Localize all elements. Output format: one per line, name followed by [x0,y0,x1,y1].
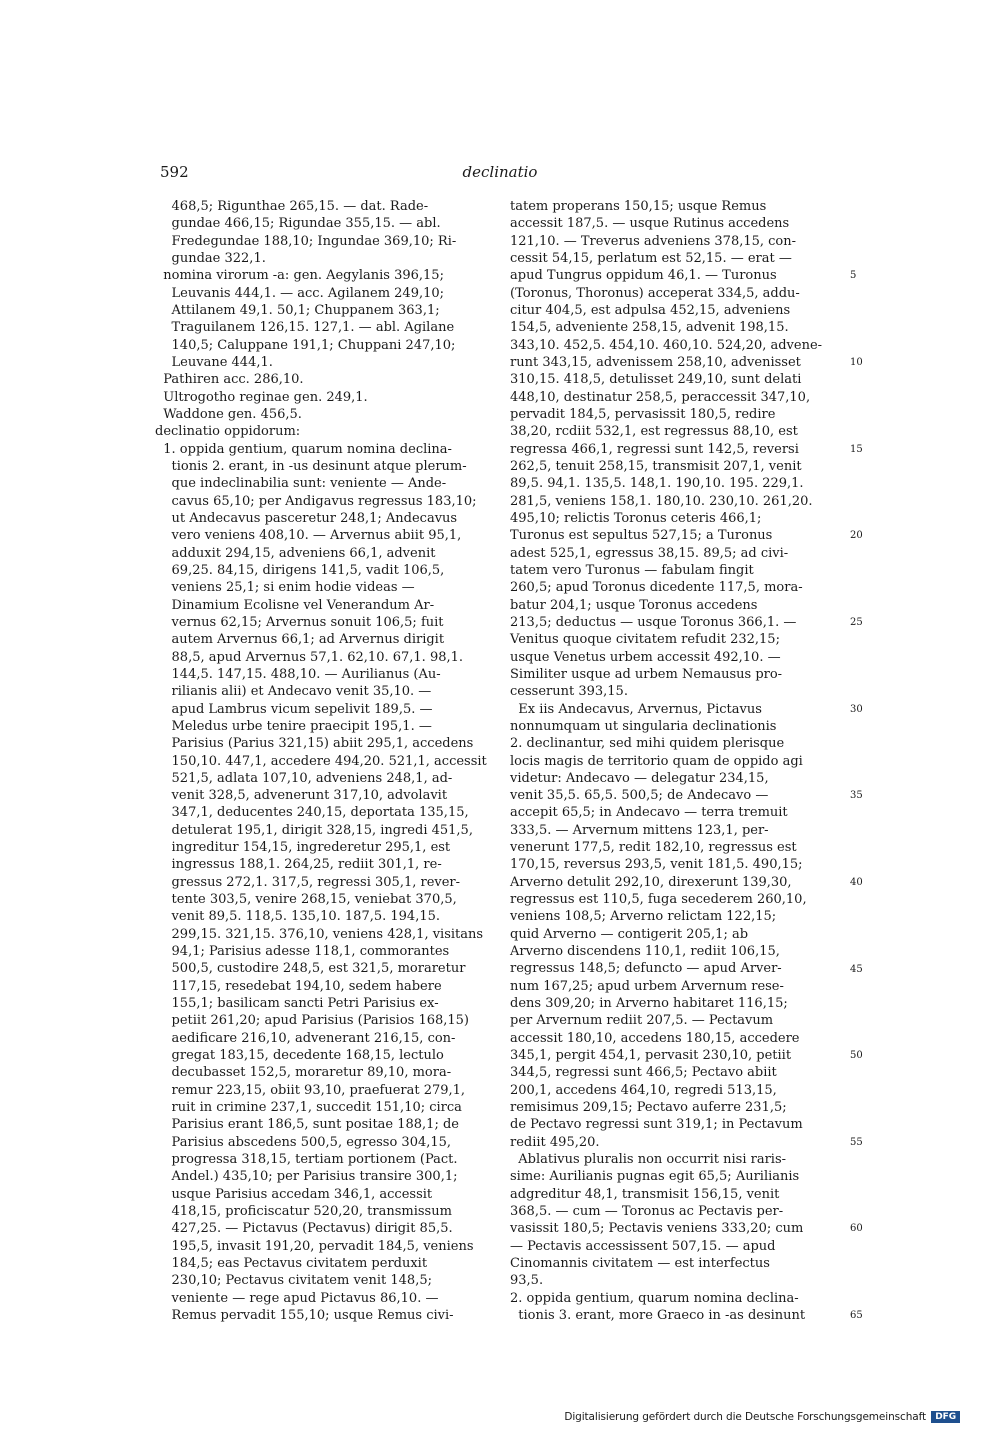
text-line: progressa 318,15, tertiam portionem (Pact. [155,1152,458,1168]
text-line: 347,1, deducentes 240,15, deportata 135,15, [155,805,469,821]
text-line: dens 309,20; in Arverno habitaret 116,15; [510,996,788,1012]
line-number: 15 [850,443,863,455]
text-line: Traguilanem 126,15. 127,1. — abl. Agilane [155,320,455,336]
text-line: 368,5. — cum — Toronus ac Pectavis per- [510,1204,784,1220]
text-line: venit 89,5. 118,5. 135,10. 187,5. 194,15. [155,909,440,925]
text-line: nomina virorum -a: gen. Aegylanis 396,15; [155,268,444,284]
text-line: pervadit 184,5, pervasissit 180,5, redire [510,406,776,422]
text-line: Similiter usque ad urbem Nemausus pro- [510,666,783,682]
text-line: 299,15. 321,15. 376,10, veniens 428,1, visitans [155,926,484,942]
text-line: ingreditur 154,15, ingrederetur 295,1, est [155,840,451,856]
text-line: Arverno detulit 292,10, direxerunt 139,30, [510,874,792,890]
text-line: 427,25. — Pictavus (Pectavus) dirigit 85,5. [155,1221,453,1237]
text-line: remisimus 209,15; Pectavo auferre 231,5; [510,1100,787,1116]
text-line: veniens 108,5; Arverno relictam 122,15; [510,909,777,925]
text-line: veniente — rege apud Pictavus 86,10. — [155,1290,439,1306]
text-line: usque Parisius accedam 346,1, accessit [155,1186,433,1202]
text-line: Leuvanis 444,1. — acc. Agilanem 249,10; [155,285,445,301]
text-line: 200,1, accedens 464,10, regredi 513,15, [510,1082,777,1098]
text-line: remur 223,15, obiit 93,10, praefuerat 279,1, [155,1082,466,1098]
line-number: 40 [850,876,863,888]
footer-text: Digitalisierung gefördert durch die Deutsche Forschungsgemeinschaft [564,1411,927,1423]
text-line: 418,15, proficiscatur 520,20, transmissum [155,1204,452,1220]
text-line: Parisius (Parius 321,15) abiit 295,1, accedens [155,736,474,752]
text-line: num 167,25; apud urbem Arvernum rese- [510,978,784,994]
text-line: accessit 187,5. — usque Rutinus accedens [510,216,790,232]
text-line: autem Arvernus 66,1; ad Arvernus dirigit [155,632,445,648]
line-number: 20 [850,530,863,542]
text-line: quid Arverno — contigerit 205,1; ab [510,926,749,942]
text-line: Waddone gen. 456,5. [155,406,302,422]
line-number: 50 [850,1050,863,1062]
text-line: declinatio oppidorum: [155,424,301,440]
line-number: 60 [850,1223,863,1235]
text-line: 170,15, reversus 293,5, venit 181,5. 490,15; [510,857,803,873]
text-line: decubasset 152,5, moraretur 89,10, mora- [155,1065,452,1081]
text-line: ruit in crimine 237,1, succedit 151,10; circa [155,1100,462,1116]
text-line: regressus 148,5; defuncto — apud Arver- [510,961,782,977]
text-line: 495,10; relictis Toronus ceteris 466,1; [510,510,762,526]
text-line: Remus pervadit 155,10; usque Remus civi- [155,1308,454,1323]
text-line: Dinamium Ecolisne vel Venerandum Ar- [155,597,435,613]
text-line: aedificare 216,10, advenerant 216,15, con- [155,1030,456,1046]
text-line: 1. oppida gentium, quarum nomina declina- [155,441,452,457]
text-line: per Arvernum rediit 207,5. — Pectavum [510,1013,774,1029]
text-line: runt 343,15, advenissem 258,10, advenisset [510,354,801,370]
text-line: Parisius abscedens 500,5, egresso 304,15, [155,1134,452,1150]
line-number: 55 [850,1136,863,1148]
text-line: Fredegundae 188,10; Ingundae 369,10; Ri- [155,233,457,249]
text-line: Ex iis Andecavus, Arvernus, Pictavus [510,701,762,717]
text-line: 89,5. 94,1. 135,5. 148,1. 190,10. 195. 229,1. [510,476,804,492]
text-line: Andel.) 435,10; per Parisius transire 300,1; [155,1169,458,1185]
text-line: adgreditur 48,1, transmisit 156,15, venit [510,1186,780,1202]
text-line: 93,5. [510,1273,544,1289]
text-line: 154,5, adveniente 258,15, advenit 198,15. [510,320,789,336]
text-line: — Pectavis accessissent 507,15. — apud [510,1238,776,1254]
text-line: Leuvane 444,1. [155,354,273,370]
text-line: petiit 261,20; apud Parisius (Parisios 168,15) [155,1013,470,1029]
text-line: vero veniens 408,10. — Arvernus abiit 95,1, [155,528,462,544]
line-number: 30 [850,703,863,715]
line-number: 65 [850,1310,863,1322]
text-line: 117,15, resedebat 194,10, sedem habere [155,978,442,994]
text-line: 2. declinantur, sed mihi quidem plerisque [510,736,785,752]
text-line: usque Venetus urbem accessit 492,10. — [510,649,781,665]
text-line: Ablativus pluralis non occurrit nisi raris- [510,1152,787,1168]
text-line: rediit 495,20. [510,1134,600,1150]
text-line: 69,25. 84,15, dirigens 141,5, vadit 106,5, [155,562,445,578]
text-line: vernus 62,15; Arvernus sonuit 106,5; fuit [155,614,444,630]
text-line: apud Tungrus oppidum 46,1. — Turonus [510,268,777,284]
text-line: Turonus est sepultus 527,15; a Turonus [510,528,773,544]
text-line: 468,5; Rigunthae 265,15. — dat. Rade- [155,199,429,214]
text-line: 260,5; apud Toronus dicedente 117,5, mora- [510,580,803,596]
text-line: tente 303,5, venire 268,15, veniebat 370,5, [155,892,457,908]
text-line: cesserunt 393,15. [510,684,628,700]
text-line: Arverno discendens 110,1, rediit 106,15, [510,944,780,960]
text-line: 94,1; Parisius adesse 118,1, commorantes [155,944,450,960]
text-line: Venitus quoque civitatem refudit 232,15; [510,632,780,648]
text-line: Pathiren acc. 286,10. [155,372,304,388]
text-line: Cinomannis civitatem — est interfectus [510,1256,770,1272]
text-line: adest 525,1, egressus 38,15. 89,5; ad civi- [510,545,789,561]
text-line: 333,5. — Arvernum mittens 123,1, per- [510,822,769,838]
text-line: nonnumquam ut singularia declinationis [510,718,777,734]
text-line: 310,15. 418,5, detulisset 249,10, sunt delati [510,372,802,388]
text-line: Meledus urbe tenire praecipit 195,1. — [155,718,432,734]
text-line: 144,5. 147,15. 488,10. — Aurilianus (Au- [155,666,441,682]
text-line: 262,5, tenuit 258,15, transmisit 207,1, venit [510,458,802,474]
text-line: sime: Aurilianis pugnas egit 65,5; Aurilianis [510,1169,800,1185]
dfg-logo: DFG [931,1411,960,1423]
text-line: 88,5, apud Arvernus 57,1. 62,10. 67,1. 98,1. [155,649,464,665]
line-number: 10 [850,356,863,368]
text-line: de Pectavo regressi sunt 319,1; in Pectavum [510,1117,803,1133]
text-line: 344,5, regressi sunt 466,5; Pectavo abiit [510,1065,777,1081]
text-line: veniens 25,1; si enim hodie videas — [155,580,415,596]
text-line: 343,10. 452,5. 454,10. 460,10. 524,20, advene- [510,337,823,353]
text-line: 213,5; deductus — usque Toronus 366,1. — [510,614,797,630]
text-line: 281,5, veniens 158,1. 180,10. 230,10. 261,20. [510,493,813,509]
text-line: 38,20, rcdiit 532,1, est regressus 88,10, est [510,424,798,440]
text-line: 2. oppida gentium, quarum nomina declina- [510,1290,799,1306]
running-head: declinatio [462,163,538,181]
line-number: 35 [850,790,863,802]
text-line: 448,10, destinatur 258,5, peraccessit 347,10, [510,389,811,405]
text-line: citur 404,5, est adpulsa 452,15, adveniens [510,302,791,318]
text-line: venerunt 177,5, redit 182,10, regressus est [510,840,797,856]
text-line: apud Lambrus vicum sepelivit 189,5. — [155,701,433,717]
text-line: Ultrogotho reginae gen. 249,1. [155,389,368,405]
text-line: (Toronus, Thoronus) acceperat 334,5, addu- [510,285,800,301]
text-line: cessit 54,15, perlatum est 52,15. — erat — [510,250,792,266]
text-line: 195,5, invasit 191,20, pervadit 184,5, veniens [155,1238,474,1254]
text-line: tatem properans 150,15; usque Remus [510,199,767,214]
text-line: 155,1; basilicam sancti Petri Parisius ex- [155,996,439,1012]
text-line: accessit 180,10, accedens 180,15, accedere [510,1030,800,1046]
text-line: 184,5; eas Pectavus civitatem perduxit [155,1256,428,1272]
text-line: 521,5, adlata 107,10, adveniens 248,1, ad- [155,770,453,786]
text-line: 150,10. 447,1, accedere 494,20. 521,1, accessit [155,753,487,769]
text-line: ingressus 188,1. 264,25, rediit 301,1, re- [155,857,442,873]
text-line: Attilanem 49,1. 50,1; Chuppanem 363,1; [155,302,440,318]
text-line: gressus 272,1. 317,5, regressi 305,1, rever- [155,874,461,890]
text-line: videtur: Andecavo — delegatur 234,15, [510,770,769,786]
text-line: gundae 466,15; Rigundae 355,15. — abl. [155,216,441,232]
text-line: 121,10. — Treverus adveniens 378,15, con- [510,233,797,249]
text-line: adduxit 294,15, adveniens 66,1, advenit [155,545,436,561]
text-line: tionis 3. erant, more Graeco in -as desinunt [510,1308,806,1323]
text-line: 140,5; Caluppane 191,1; Chuppani 247,10; [155,337,456,353]
text-line: locis magis de territorio quam de oppido agi [510,753,803,769]
text-line: gundae 322,1. [155,250,266,266]
text-line: rilianis alii) et Andecavo venit 35,10. — [155,684,432,700]
page-number: 592 [160,163,189,181]
text-line: 230,10; Pectavus civitatem venit 148,5; [155,1273,432,1289]
text-line: regressus est 110,5, fuga secederem 260,10, [510,892,807,908]
text-line: venit 35,5. 65,5. 500,5; de Andecavo — [510,788,769,804]
text-line: vasissit 180,5; Pectavis veniens 333,20; cum [510,1221,804,1237]
text-line: cavus 65,10; per Andigavus regressus 183,10; [155,493,477,509]
text-line: regressa 466,1, regressi sunt 142,5, reversi [510,441,799,457]
text-line: tionis 2. erant, in -us desinunt atque plerum- [155,458,467,474]
line-number: 45 [850,963,863,975]
text-line: detulerat 195,1, dirigit 328,15, ingredi 451,5, [155,822,473,838]
line-number: 25 [850,616,863,628]
text-line: accepit 65,5; in Andecavo — terra tremuit [510,805,788,821]
text-line: ut Andecavus pasceretur 248,1; Andecavus [155,510,458,526]
line-number: 5 [850,270,857,282]
text-line: batur 204,1; usque Toronus accedens [510,597,758,613]
text-line: gregat 183,15, decedente 168,15, lectulo [155,1048,444,1064]
text-line: 500,5, custodire 248,5, est 321,5, moraretur [155,961,466,977]
text-line: venit 328,5, advenerunt 317,10, advolavit [155,788,448,804]
text-line: tatem vero Turonus — fabulam fingit [510,562,754,578]
right-column [510,198,845,1324]
text-line: 345,1, pergit 454,1, pervasit 230,10, petiit [510,1048,792,1064]
text-line: Parisius erant 186,5, sunt positae 188,1; de [155,1117,459,1133]
funding-footer [564,1411,960,1423]
left-column [155,198,485,1324]
text-line: que indeclinabilia sunt: veniente — Ande- [155,476,447,492]
